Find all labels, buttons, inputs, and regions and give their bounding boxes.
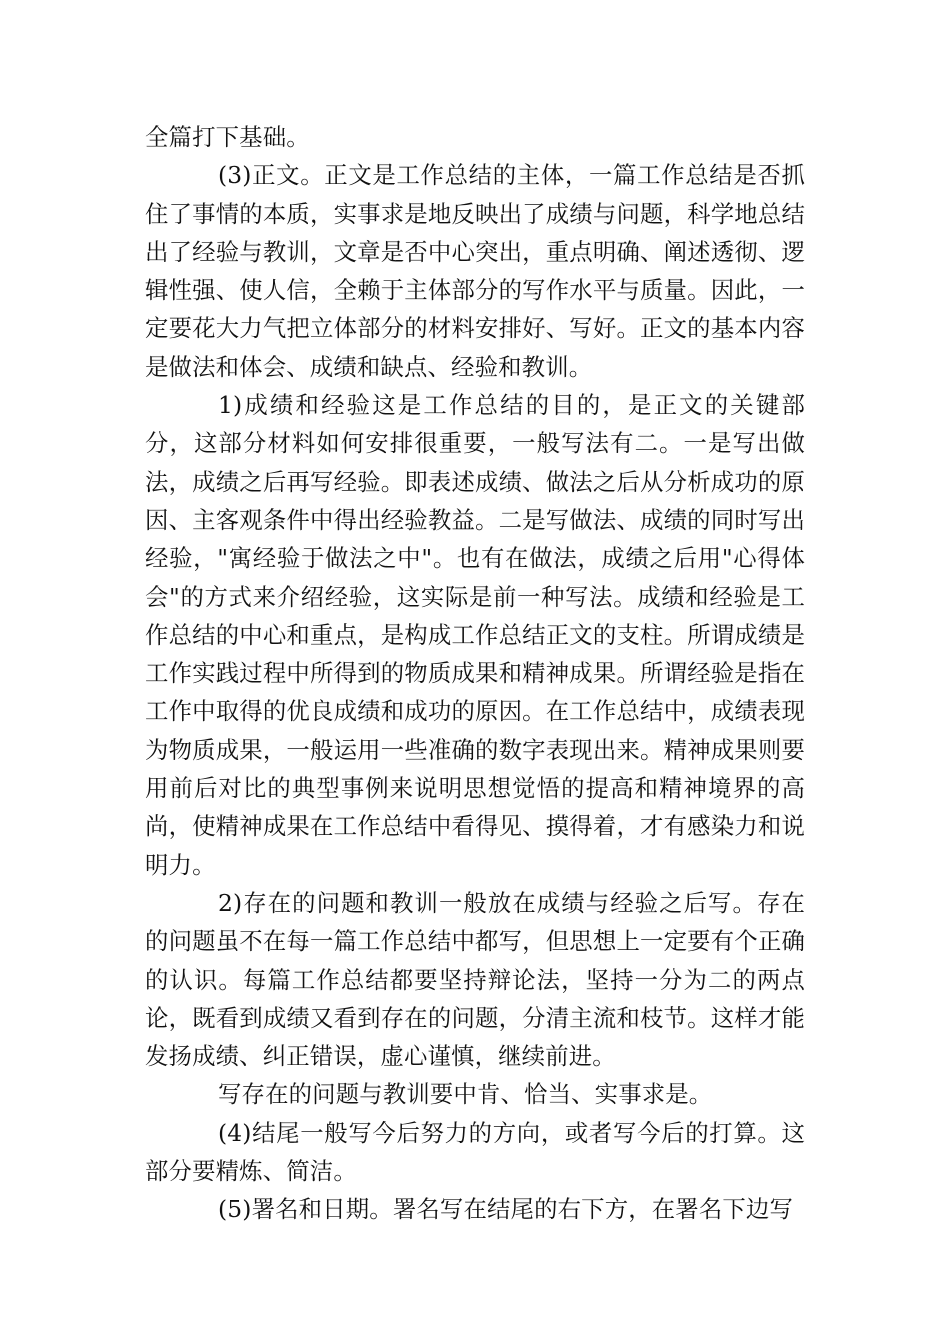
paragraph-ending: (4)结尾一般写今后努力的方向，或者写今后的打算。这部分要精炼、简洁。	[145, 1118, 805, 1186]
body-text	[145, 118, 805, 1229]
paragraph-signature-date: (5)署名和日期。署名写在结尾的右下方，在署名下边写	[218, 1195, 794, 1224]
paragraph-continuation: 全篇打下基础。	[145, 123, 310, 151]
paragraph-achievements-experience: 1)成绩和经验这是工作总结的目的，是正文的关键部分，这部分材料如何安排很重要，一般写法有二。一是写出做法，成绩之后再写经验。即表述成绩、做法之后从分析成功的原因、主客观条件中得出经验教益。二是写做法、成绩的同时写出经验，"寓经验于做法之中"。也有在做法，成绩之后用"心得体会"的方式来介绍经验，这实际是前一种写法。成绩和经验是工作总结的中心和重点，是构成工作总结正文的支柱。所谓成绩是工作实践过程中所得到的物质成果和精神成果。所谓经验是指在工作中取得的优良成绩和成功的原因。在工作总结中，成绩表现为物质成果，一般运用一些准确的数字表现出来。精神成果则要用前后对比的典型事例来说明思想觉悟的提高和精神境界的高尚，使精神成果在工作总结中看得见、摸得着，才有感染力和说明力。	[145, 391, 805, 879]
paragraph-writing-problems: 写存在的问题与教训要中肯、恰当、实事求是。	[218, 1080, 713, 1109]
paragraph-main-body: (3)正文。正文是工作总结的主体，一篇工作总结是否抓住了事情的本质，实事求是地反映出了成绩与问题，科学地总结出了经验与教训，文章是否中心突出，重点明确、阐述透彻、逻辑性强、使人信，全赖于主体部分的写作水平与质量。因此，一定要花大力气把立体部分的材料安排好、写好。正文的基本内容是做法和体会、成绩和缺点、经验和教训。	[145, 161, 805, 381]
paragraph-problems-lessons: 2)存在的问题和教训一般放在成绩与经验之后写。存在的问题虽不在每一篇工作总结中都写，但思想上一定要有个正确的认识。每篇工作总结都要坚持辩论法，坚持一分为二的两点论，既看到成绩又看到存在的问题，分清主流和枝节。这样才能发扬成绩、纠正错误，虚心谨慎，继续前进。	[145, 888, 805, 1071]
